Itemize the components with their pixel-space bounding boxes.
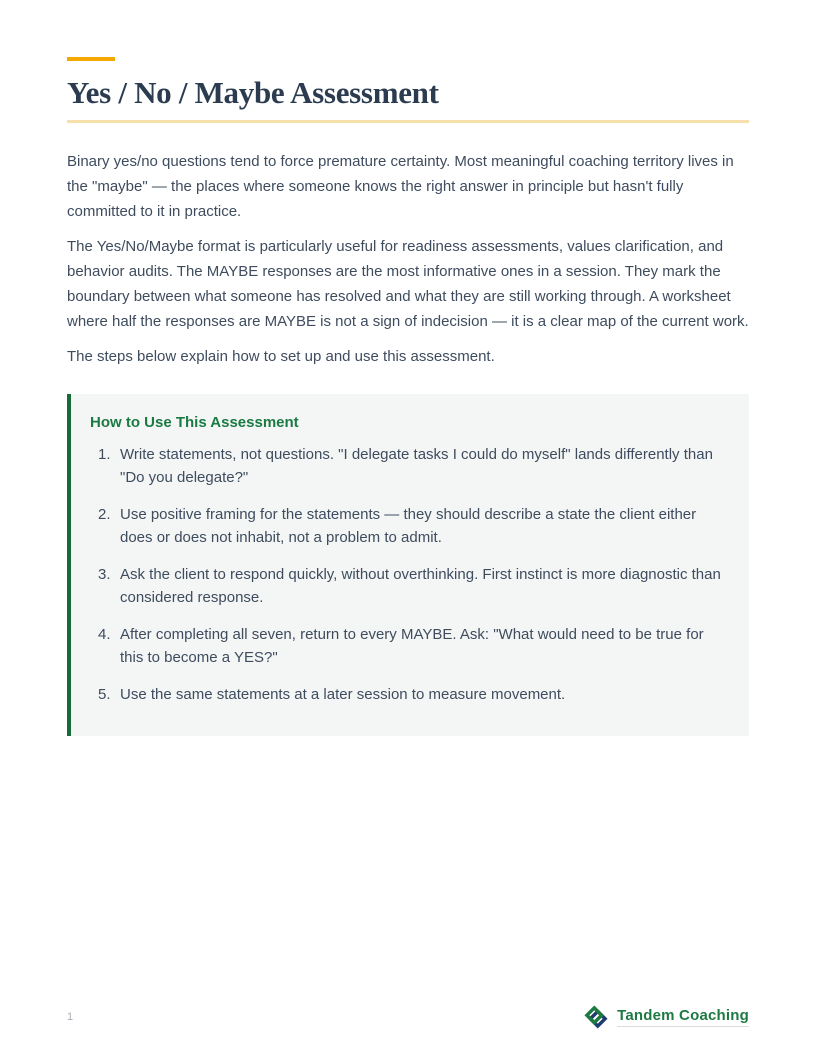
- step-item: Use the same statements at a later session to measure movement.: [120, 686, 566, 704]
- steps-list: [98, 443, 725, 706]
- intro-paragraph: Binary yes/no questions tend to force premature certainty. Most meaningful coaching territory lives in the "maybe" — the places where someone knows the right answer in principle but hasn't fully committed to it in practice.: [67, 153, 734, 221]
- intro-paragraph: The Yes/No/Maybe format is particularly useful for readiness assessments, values clarification, and behavior audits. The MAYBE responses are the most informative ones in a session. They mark the boundary between what someone has resolved and what they are still working through. A worksheet where half the responses are MAYBE is not a sign of indecision — it is a clear map of the current work.: [67, 238, 749, 331]
- tandem-diamond-icon: [583, 1004, 609, 1030]
- how-to-callout: [67, 394, 749, 736]
- title-accent-bar: [67, 57, 115, 61]
- page-number: 1: [67, 1011, 74, 1023]
- footer-logo-text: Tandem Coaching: [617, 1007, 749, 1027]
- step-item: Write statements, not questions. "I delegate tasks I could do myself" lands differently than "Do you delegate?": [120, 446, 713, 487]
- page-title: Yes / No / Maybe Assessment: [67, 75, 439, 110]
- page-footer: [67, 1004, 749, 1030]
- step-item: After completing all seven, return to every MAYBE. Ask: "What would need to be true for this to become a YES?": [120, 626, 704, 667]
- intro-paragraph: The steps below explain how to set up and use this assessment.: [67, 348, 495, 366]
- page-content: [67, 0, 749, 736]
- step-item: Ask the client to respond quickly, without overthinking. First instinct is more diagnostic than considered response.: [120, 566, 721, 607]
- footer-logo-link[interactable]: [583, 1004, 749, 1030]
- callout-heading: How to Use This Assessment: [90, 414, 299, 432]
- title-underline: [67, 120, 749, 123]
- step-item: Use positive framing for the statements — they should describe a state the client either does or does not inhabit, not a problem to admit.: [120, 506, 697, 547]
